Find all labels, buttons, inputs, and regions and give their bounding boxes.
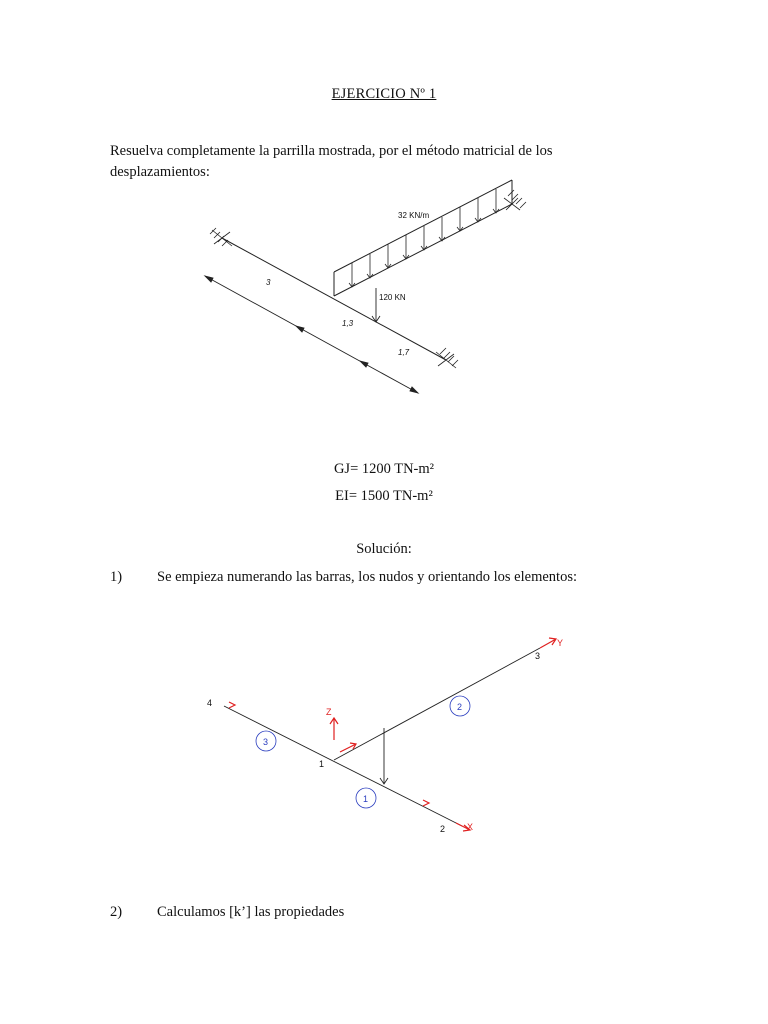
- orientation-tick-2: [423, 800, 429, 806]
- torsional-stiffness: GJ= 1200 TN-m²: [333, 461, 435, 477]
- main-beam: [222, 238, 446, 360]
- load-envelope: [334, 180, 512, 272]
- problem-statement: Resuelva completamente la parrilla mostrada, por el método matricial de los desplazamientos:: [110, 143, 553, 180]
- node-label-1: 1: [319, 759, 325, 769]
- step-2-number: 2): [110, 904, 123, 920]
- dimension-label-b: 1,3: [342, 319, 354, 328]
- distributed-load-arrows: [349, 189, 499, 287]
- beam-1-3: [334, 648, 540, 760]
- axis-label-z: Z: [326, 707, 332, 717]
- dimension-label-a: 3: [266, 278, 271, 287]
- orientation-tick-4: [229, 702, 235, 708]
- point-load-label: 120 KN: [379, 293, 406, 302]
- axis-label-x: X: [467, 822, 474, 832]
- flexural-stiffness: EI= 1500 TN-m²: [335, 488, 433, 504]
- element-label-2: 2: [457, 702, 463, 712]
- exercise-title: EJERCICIO Nº 1: [331, 86, 437, 102]
- beam-4-2: [224, 706, 462, 826]
- distributed-load-label: 32 KN/m: [398, 211, 430, 220]
- dimension-label-c: 1,7: [398, 348, 410, 357]
- solution-heading: Solución:: [356, 541, 412, 557]
- node-label-4: 4: [207, 698, 213, 708]
- step-1-number: 1): [110, 569, 123, 585]
- fixed-support-top: [504, 190, 526, 210]
- fixed-support-left: [210, 228, 232, 246]
- step-2: [110, 904, 344, 921]
- node-label-3: 3: [535, 651, 541, 661]
- axis-label-y: Y: [557, 638, 564, 648]
- fixed-support-right: [436, 348, 458, 368]
- element-label-3: 3: [263, 737, 269, 747]
- step-1: [110, 569, 577, 586]
- step-2-text: Calculamos [k’] las propiedades: [157, 904, 345, 920]
- node-label-2: 2: [440, 824, 446, 834]
- step-1-text: Se empieza numerando las barras, los nudos y orientando los elementos:: [157, 569, 577, 585]
- element-label-1: 1: [363, 794, 369, 804]
- element-numbering-figure: [207, 638, 563, 834]
